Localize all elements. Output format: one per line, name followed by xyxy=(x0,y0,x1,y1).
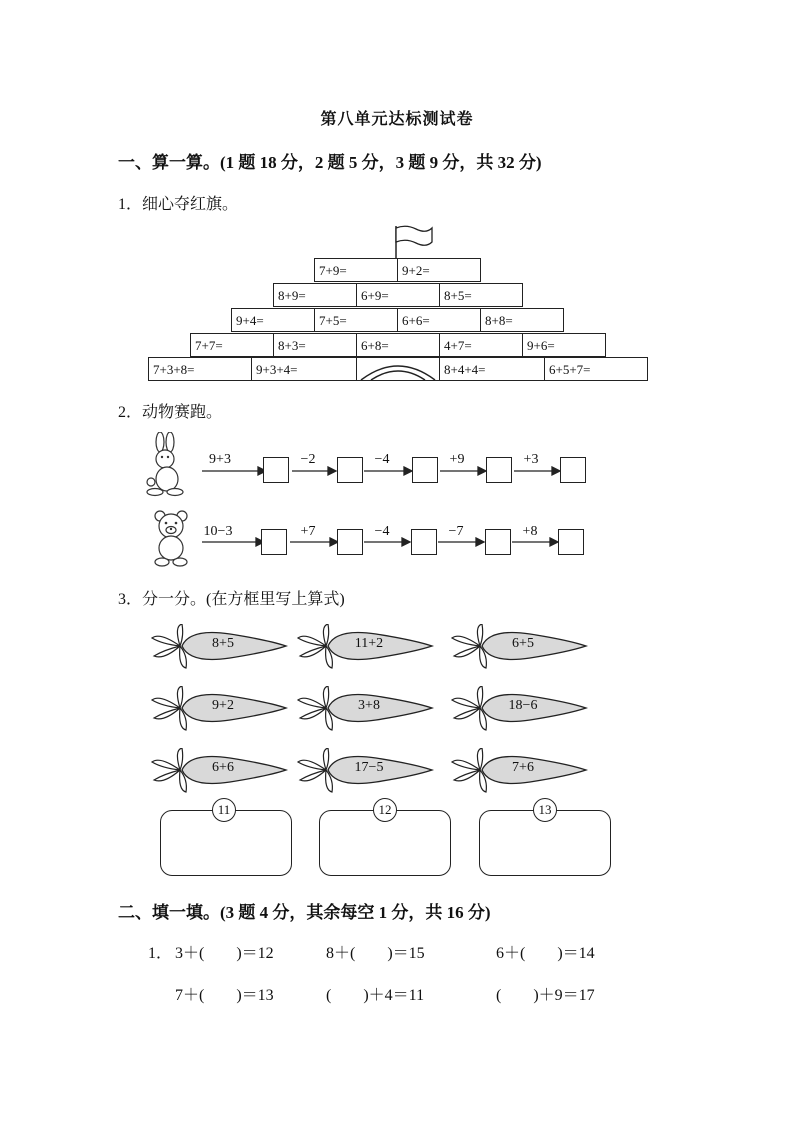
pyramid-cell[interactable]: 8+3= xyxy=(273,333,357,357)
pyramid-cell[interactable]: 7+3+8= xyxy=(148,357,252,381)
pyramid-arch xyxy=(356,357,440,381)
carrot-card[interactable] xyxy=(150,686,290,732)
pyramid-cell[interactable]: 6+5+7= xyxy=(544,357,648,381)
section-2-heading: 二、填一填。(3 题 4 分，其余每空 1 分，共 16 分) xyxy=(118,903,491,922)
fill-equation[interactable]: 8＋( )＝15 xyxy=(326,945,425,962)
carrot-expression: 17−5 xyxy=(354,760,384,775)
carrot-card[interactable] xyxy=(450,748,590,794)
rabbit-op: −4 xyxy=(374,452,390,467)
pyramid-cell[interactable]: 9+2= xyxy=(397,258,481,282)
box-number: 11 xyxy=(212,798,236,822)
pyramid-cell[interactable]: 8+5= xyxy=(439,283,523,307)
rabbit-op: +9 xyxy=(449,452,465,467)
bear-op: 10−3 xyxy=(203,524,233,539)
pyramid-cell[interactable]: 8+4+4= xyxy=(439,357,545,381)
pyramid-cell[interactable]: 6+6= xyxy=(397,308,481,332)
bear-icon xyxy=(150,508,192,568)
carrot-expression: 8+5 xyxy=(212,636,234,651)
fill-equation[interactable]: ( )＋4＝11 xyxy=(326,987,425,1004)
q2-label: 2．动物赛跑。 xyxy=(118,404,223,421)
pyramid-cell[interactable]: 7+9= xyxy=(314,258,398,282)
fill-equation[interactable]: 6＋( )＝14 xyxy=(496,945,595,962)
bear-op: −7 xyxy=(448,524,464,539)
fill-equation[interactable]: 3＋( )＝12 xyxy=(175,945,274,962)
carrot-card[interactable] xyxy=(150,748,290,794)
pyramid-cell[interactable]: 7+7= xyxy=(190,333,274,357)
rabbit-op: −2 xyxy=(300,452,316,467)
bear-op: −4 xyxy=(374,524,390,539)
carrot-card[interactable] xyxy=(450,686,590,732)
pyramid-cell[interactable]: 6+9= xyxy=(356,283,440,307)
carrot-expression: 9+2 xyxy=(212,698,234,713)
rabbit-op: +3 xyxy=(523,452,539,467)
fill-equation[interactable]: ( )＋9＝17 xyxy=(496,987,595,1004)
carrot-card[interactable] xyxy=(150,624,290,670)
q3-label: 3．分一分。(在方框里写上算式) xyxy=(118,591,345,608)
section-1-heading: 一、算一算。(1 题 18 分，2 题 5 分，3 题 9 分，共 32 分) xyxy=(118,153,542,172)
carrot-card[interactable] xyxy=(296,686,436,732)
carrot-expression: 18−6 xyxy=(508,698,538,713)
carrot-expression: 3+8 xyxy=(358,698,380,713)
fill-equation[interactable]: 7＋( )＝13 xyxy=(175,987,274,1004)
pyramid-cell[interactable]: 8+8= xyxy=(480,308,564,332)
box-number: 13 xyxy=(533,798,557,822)
answer-box[interactable] xyxy=(560,457,586,483)
carrot-expression: 11+2 xyxy=(354,636,384,651)
arch-icon xyxy=(357,358,439,380)
carrot-card[interactable] xyxy=(450,624,590,670)
pyramid-cell[interactable]: 6+8= xyxy=(356,333,440,357)
bear-op: +7 xyxy=(300,524,316,539)
flag-icon xyxy=(390,224,440,260)
pyramid-cell[interactable]: 9+6= xyxy=(522,333,606,357)
pyramid-cell[interactable]: 4+7= xyxy=(439,333,523,357)
bear-op: +8 xyxy=(522,524,538,539)
rabbit-icon xyxy=(143,432,189,498)
carrot-expression: 6+6 xyxy=(212,760,234,775)
pyramid-cell[interactable]: 9+4= xyxy=(231,308,315,332)
carrot-expression: 6+5 xyxy=(512,636,534,651)
page-title: 第八单元达标测试卷 xyxy=(320,111,474,128)
q1-number: 1． xyxy=(148,945,173,962)
pyramid-cell[interactable]: 9+3+4= xyxy=(251,357,357,381)
box-number: 12 xyxy=(373,798,397,822)
answer-box[interactable] xyxy=(558,529,584,555)
q1-label: 1．细心夺红旗。 xyxy=(118,196,239,213)
pyramid-cell[interactable]: 8+9= xyxy=(273,283,357,307)
carrot-expression: 7+6 xyxy=(512,760,534,775)
pyramid-cell[interactable]: 7+5= xyxy=(314,308,398,332)
carrot-card[interactable] xyxy=(296,624,436,670)
carrot-card[interactable] xyxy=(296,748,436,794)
rabbit-op: 9+3 xyxy=(209,452,231,467)
